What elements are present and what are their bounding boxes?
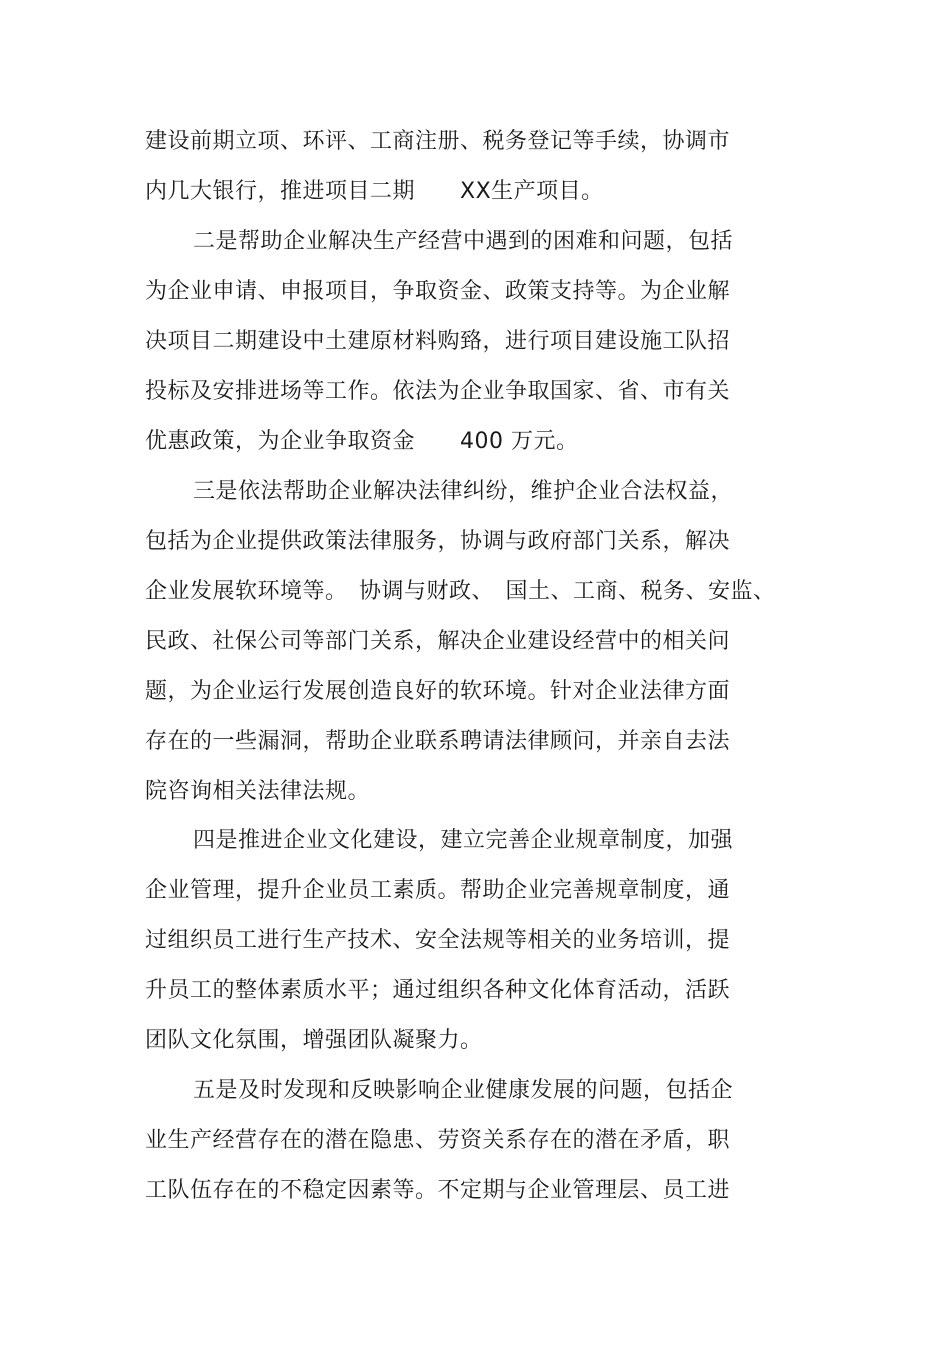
text-line: 内几大银行，推进项目二期 XX生产项目。 [145,179,604,204]
text-line: 为企业申请、申报项目，争取资金、政策支持等。为企业解 [145,279,731,304]
text-line: 优惠政策，为企业争取资金 400 万元。 [145,429,579,454]
text-line: 决项目二期建设中土建原材料购臵，进行项目建设施工队招 [145,329,731,354]
text-line: 工队伍存在的不稳定因素等。不定期与企业管理层、员工进 [145,1178,731,1203]
text-line: 存在的一些漏洞，帮助企业联系聘请法律顾问，并亲自去法 [145,729,731,754]
text-line: 过组织员工进行生产技术、安全法规等相关的业务培训，提 [145,928,731,953]
text-line: 建设前期立项、环评、工商注册、税务登记等手续，协调市 [145,129,731,154]
paragraph-start: 三是依法帮助企业解决法律纠纷，维护企业合法权益， [193,479,734,504]
text-line: 企业发展软环境等。 协调与财政、 国土、工商、税务、安监、 [145,579,776,604]
text-line: 业生产经营存在的潜在隐患、劳资关系存在的潜在矛盾，职 [145,1128,731,1153]
text-line: 题，为企业运行发展创造良好的软环境。针对企业法律方面 [145,679,731,704]
text-line: 包括为企业提供政策法律服务，协调与政府部门关系，解决 [145,529,731,554]
paragraph-start: 五是及时发现和反映影响企业健康发展的问题，包括企 [193,1078,734,1103]
text-line: 升员工的整体素质水平；通过组织各种文化体育活动，活跃 [145,978,731,1003]
text-line: 院咨询相关法律法规。 [145,779,371,804]
text-line: 民政、社保公司等部门关系，解决企业建设经营中的相关问 [145,629,731,654]
paragraph-start: 二是帮助企业解决生产经营中遇到的困难和问题，包括 [193,229,734,254]
text-line: 企业管理，提升企业员工素质。帮助企业完善规章制度，通 [145,878,731,903]
text-line: 团队文化氛围，增强团队凝聚力。 [145,1028,483,1053]
paragraph-start: 四是推进企业文化建设，建立完善企业规章制度，加强 [193,828,734,853]
text-line: 投标及安排进场等工作。依法为企业争取国家、省、市有关 [145,379,731,404]
